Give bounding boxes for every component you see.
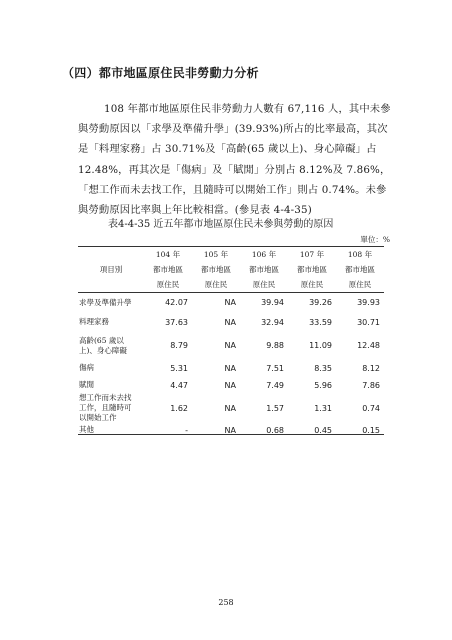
column-header (192, 246, 240, 293)
table-row (78, 423, 384, 437)
page-number: 258 (218, 598, 234, 607)
table-cell: NA (224, 403, 236, 413)
table-cell: - (185, 425, 188, 435)
row-label: 高齡(65 歲以 上)、身心障礙 (79, 335, 127, 355)
paragraph-line: 「想工作而未去找工作，且隨時可以開始工作」則占 0.74%。未參 (78, 183, 387, 196)
table-cell: NA (224, 363, 236, 373)
row-label: 求學及準備升學 (79, 297, 132, 307)
table-cell: 7.86 (362, 380, 380, 390)
table-cell: 11.09 (309, 341, 332, 350)
column-group: 原住民 (252, 280, 276, 289)
paragraph-line: 與勞動原因以「求學及準備升學」(39.93%)所占的比率最高，其次 (78, 123, 388, 136)
table-cell: NA (224, 341, 236, 350)
table-cell: 1.62 (170, 403, 188, 413)
table-row (78, 332, 384, 359)
column-year: 105 年 (203, 250, 229, 259)
table-cell: 33.59 (309, 317, 332, 327)
table-cell: 0.15 (362, 425, 380, 435)
column-header (144, 246, 192, 293)
paragraph-line: 與勞動原因比率與上年比較相當。(參見表 4-4-35) (78, 204, 312, 217)
table-cell: 7.49 (266, 380, 284, 390)
table-cell: 0.45 (314, 425, 332, 435)
column-year: 108 年 (347, 250, 373, 259)
table-cell: 0.74 (362, 403, 380, 413)
table-header-row (78, 246, 384, 293)
column-header (240, 246, 288, 293)
table-cell: 0.68 (266, 425, 284, 435)
column-area: 都市地區 (297, 265, 327, 274)
row-label: 其他 (79, 425, 94, 434)
row-label: 想工作而未去找 工作，且隨時可 以開始工作 (79, 393, 132, 422)
row-label: 賦閒 (79, 380, 94, 389)
table-cell: 12.48 (357, 341, 380, 350)
data-table (78, 246, 384, 437)
column-area: 都市地區 (201, 265, 231, 274)
table-cell: 8.35 (314, 363, 332, 373)
table-cell: 37.63 (165, 317, 188, 327)
column-year: 106 年 (251, 250, 277, 259)
table-row (78, 359, 384, 377)
table-cell: NA (224, 425, 236, 435)
table-row (78, 377, 384, 393)
table-cell: 39.94 (261, 298, 284, 307)
column-area: 都市地區 (249, 265, 279, 274)
row-label: 料理家務 (79, 317, 109, 326)
table-cell: 7.51 (266, 363, 284, 373)
row-label: 傷病 (79, 363, 94, 372)
table-cell: 5.31 (170, 363, 188, 373)
table-row (78, 393, 384, 423)
column-group: 原住民 (156, 280, 180, 289)
table-cell: 39.26 (309, 298, 332, 307)
table-cell: 42.07 (165, 298, 188, 307)
body-paragraph (78, 99, 391, 220)
table-caption: 表4-4-35 近五年都市地區原住民未參與勞動的原因 (108, 219, 334, 230)
table-cell: NA (224, 298, 236, 307)
column-group: 原住民 (348, 280, 372, 289)
table-row (78, 293, 384, 312)
column-group: 原住民 (204, 280, 228, 289)
table-cell: 4.47 (170, 380, 188, 390)
column-area: 都市地區 (153, 265, 183, 274)
table-cell: 1.57 (266, 403, 284, 413)
stub-header: 項目別 (99, 265, 123, 274)
table-cell: 8.79 (170, 341, 188, 350)
table-cell: 8.12 (362, 363, 380, 373)
column-year: 104 年 (155, 250, 181, 259)
table-cell: 5.96 (314, 380, 332, 390)
table-cell: 9.88 (266, 341, 284, 350)
table-cell: 32.94 (261, 317, 284, 327)
paragraph-line: 是「料理家務」占 30.71%及「高齡(65 歲以上)、身心障礙」占 (78, 143, 377, 156)
table-cell: 30.71 (357, 317, 380, 327)
column-area: 都市地區 (345, 265, 375, 274)
column-header (336, 246, 384, 293)
table-unit: 單位：% (360, 235, 390, 244)
section-heading: （四）都市地區原住民非勞動力分析 (62, 66, 259, 80)
paragraph-line: 108 年都市地區原住民非勞動力人數有 67,116 人，其中未參 (104, 103, 391, 115)
column-header (288, 246, 336, 293)
table-cell: 39.93 (357, 298, 380, 307)
table-cell: 1.31 (314, 403, 332, 413)
column-year: 107 年 (299, 250, 325, 259)
paragraph-line: 12.48%，再其次是「傷病」及「賦閒」分別占 8.12%及 7.86%， (78, 163, 391, 176)
column-group: 原住民 (300, 280, 324, 289)
table-cell: NA (224, 380, 236, 390)
table-row (78, 312, 384, 332)
table-cell: NA (224, 317, 236, 327)
